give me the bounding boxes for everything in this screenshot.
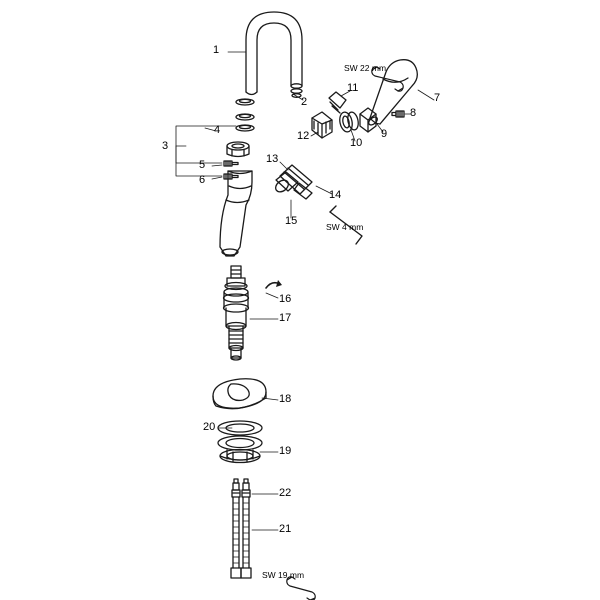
tool-label-sw4: SW 4 mm bbox=[326, 222, 364, 232]
part-17-cartridge-stem bbox=[224, 266, 249, 360]
callout-16: 16 bbox=[279, 293, 292, 305]
callout-5: 5 bbox=[199, 159, 206, 171]
callout-17: 17 bbox=[279, 312, 292, 324]
part-13-cartridge bbox=[273, 165, 312, 199]
part-15-mixer-body bbox=[220, 171, 252, 256]
callout-22: 22 bbox=[279, 487, 292, 499]
callout-6: 6 bbox=[199, 174, 206, 186]
turn-arrow-icon bbox=[266, 280, 282, 288]
part-21-flexible-hoses bbox=[231, 497, 251, 578]
callout-4: 4 bbox=[214, 124, 221, 136]
part-11-bonnet bbox=[329, 92, 346, 113]
part-22-hose-fittings bbox=[232, 479, 250, 497]
part-9-cap-nut bbox=[360, 108, 376, 132]
callout-12: 12 bbox=[297, 130, 310, 142]
tool-label-sw22: SW 22 mm bbox=[344, 63, 387, 73]
part-spout bbox=[246, 12, 302, 95]
tool-label-sw19: SW 19 mm bbox=[262, 570, 305, 580]
wrench-icon-sw19 bbox=[287, 577, 315, 600]
part-3-bush bbox=[227, 142, 249, 157]
part-18-base-plate bbox=[213, 379, 266, 409]
callout-19: 19 bbox=[279, 445, 292, 457]
part-6-screw bbox=[224, 174, 238, 179]
callout-7: 7 bbox=[434, 92, 441, 104]
part-5-screw bbox=[224, 161, 238, 166]
callout-3: 3 bbox=[162, 140, 169, 152]
callout-13: 13 bbox=[266, 153, 279, 165]
part-8-set-screw bbox=[392, 111, 404, 117]
callout-2: 2 bbox=[301, 96, 308, 108]
callout-11: 11 bbox=[347, 82, 359, 94]
callout-21: 21 bbox=[279, 523, 292, 535]
callout-20: 20 bbox=[203, 421, 216, 433]
part-10-washer bbox=[338, 111, 360, 133]
callout-15: 15 bbox=[285, 215, 298, 227]
part-19-fixing-ring bbox=[218, 436, 262, 463]
part-4-oring-stack bbox=[236, 99, 254, 131]
callout-10: 10 bbox=[350, 137, 363, 149]
callout-14: 14 bbox=[329, 189, 342, 201]
callout-9: 9 bbox=[381, 128, 388, 140]
callout-18: 18 bbox=[279, 393, 292, 405]
callout-8: 8 bbox=[410, 107, 417, 119]
callout-1: 1 bbox=[213, 44, 220, 56]
